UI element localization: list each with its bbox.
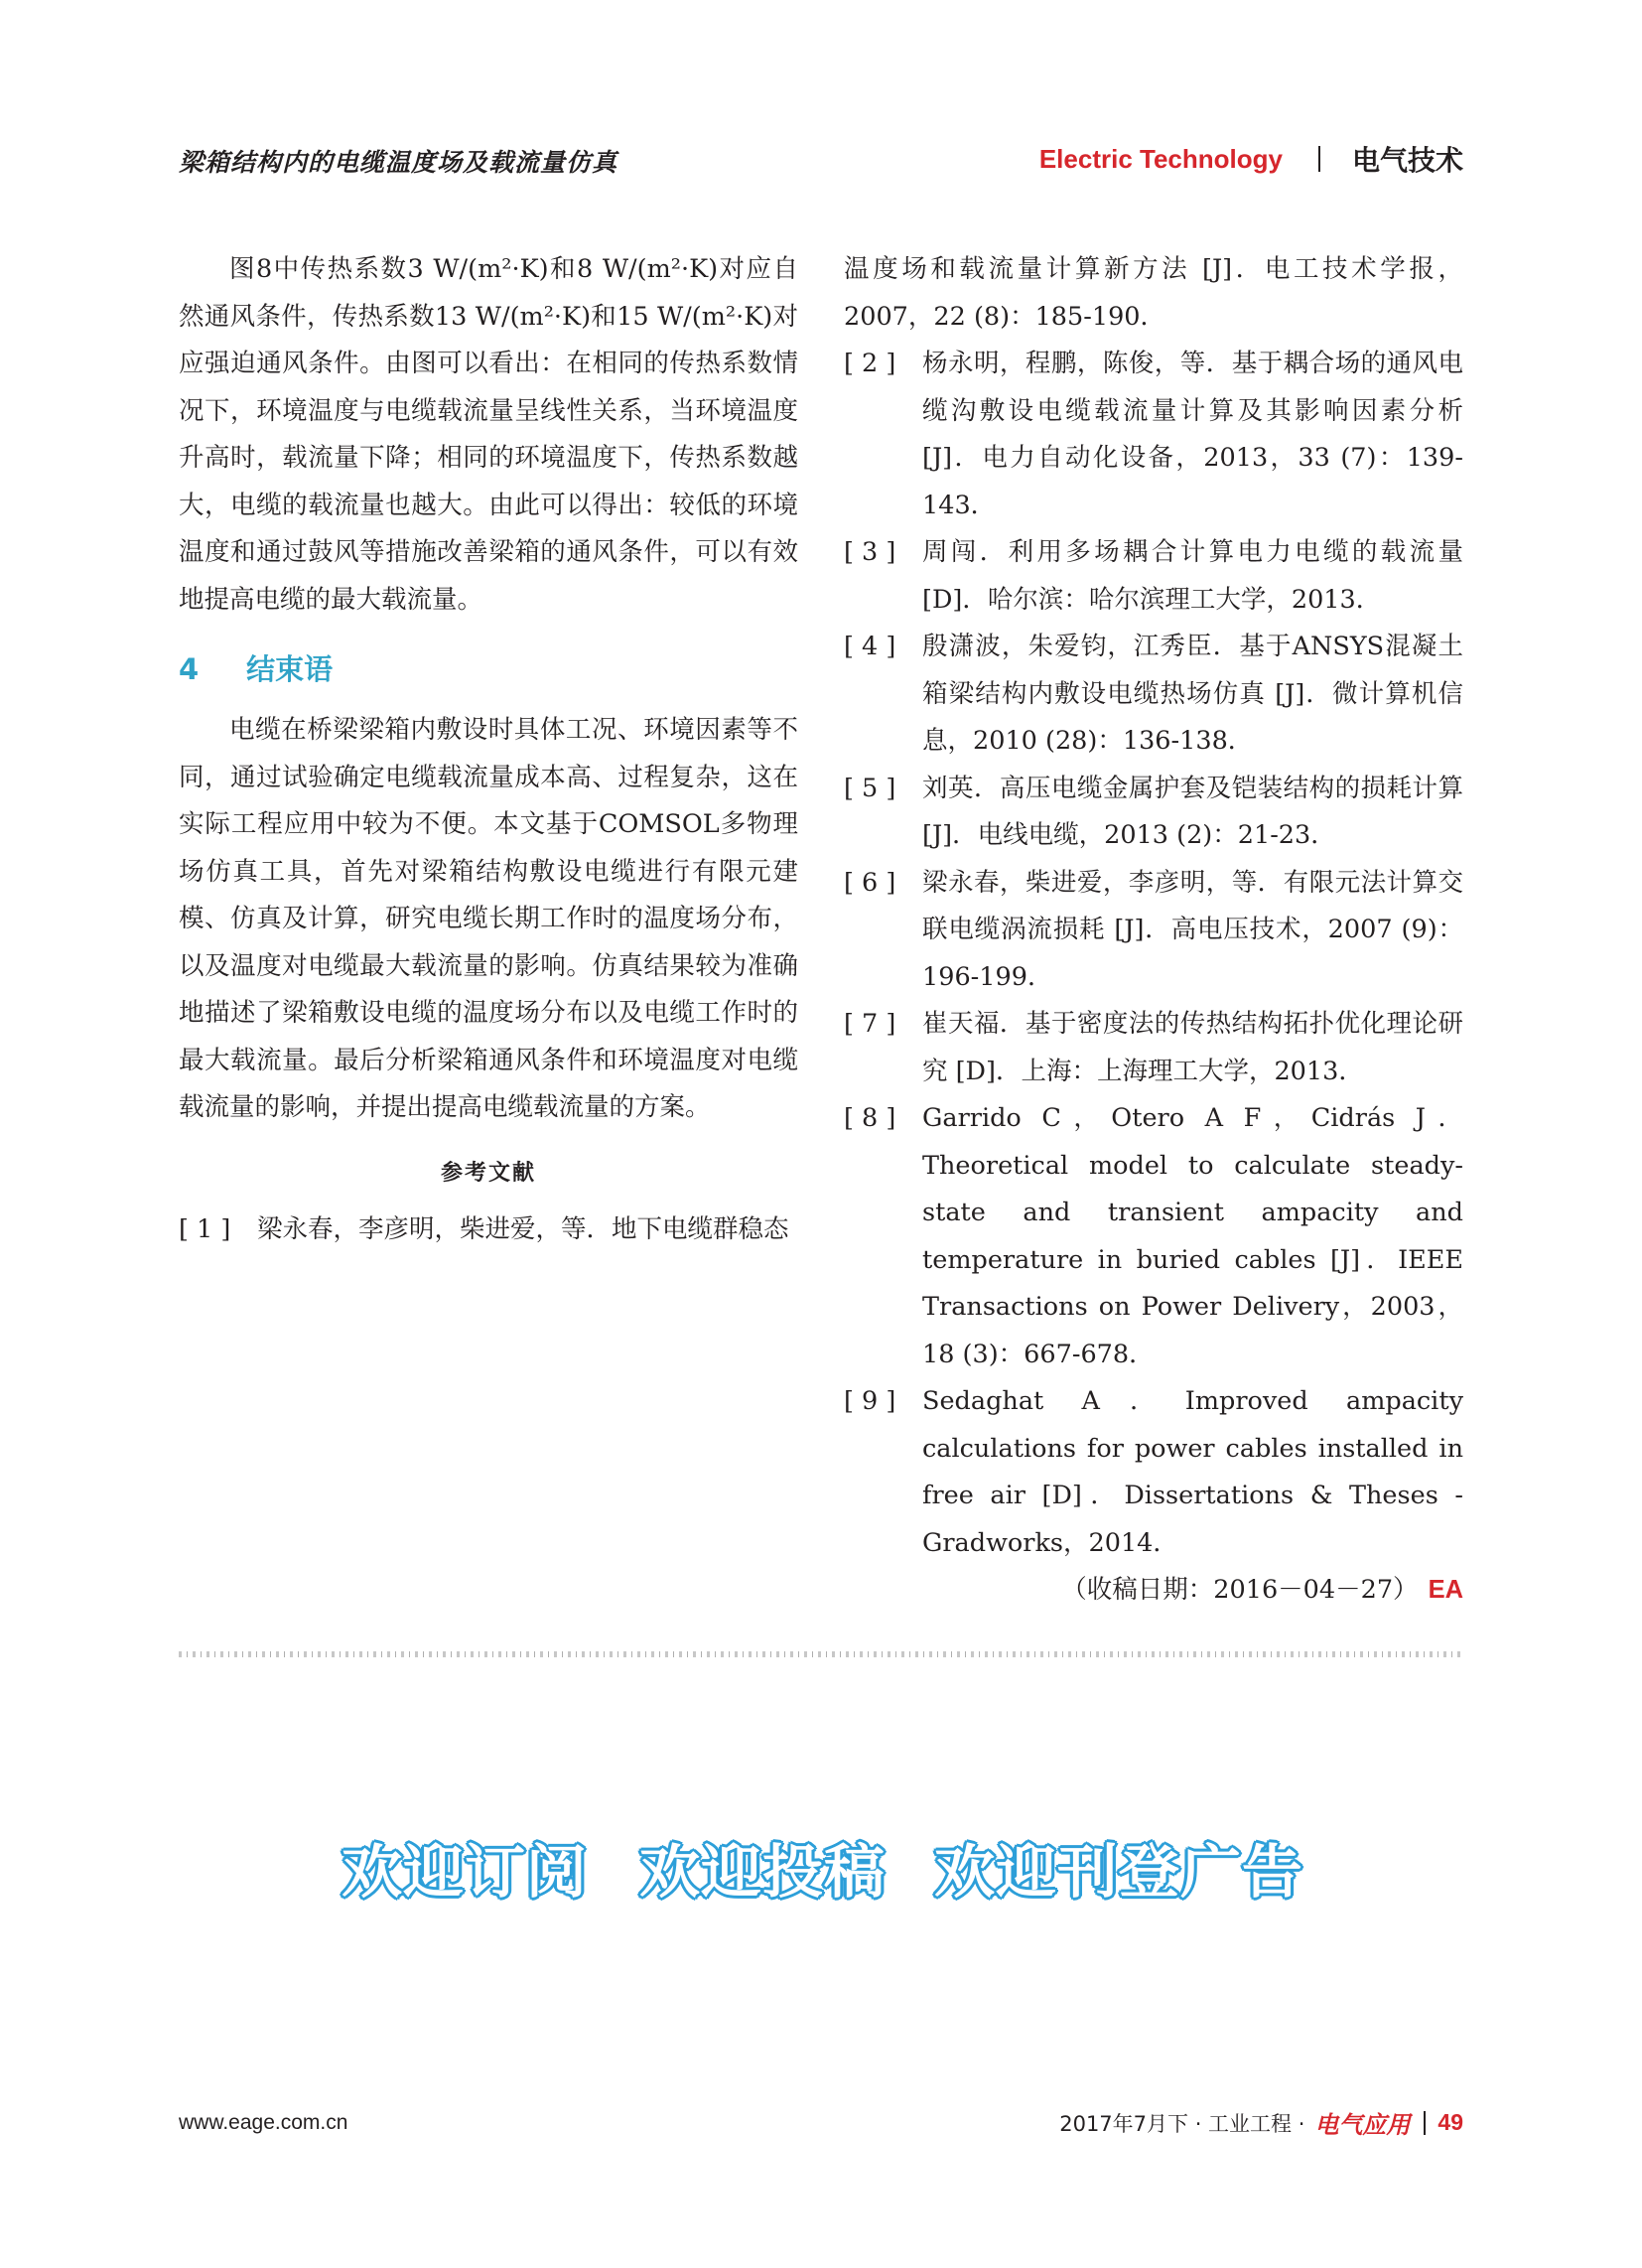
left-column (179, 246, 798, 1254)
footer-website: www.eage.com.cn (179, 2111, 348, 2134)
paragraph-figure8-discussion: 图8中传热系数3 W/(m²·K)和8 W/(m²·K)对应自然通风条件，传热系数13 W/(m²·K)和15 W/(m²·K)对应强迫通风条件。由图可以看出：在相同的传热系数情况下，环境温度与电缆载流量呈线性关系，当环境温度升高时，载流量下降；相同的环境温度下，传热系数越大，电缆的载流量也越大。由此可以得出：较低的环境温度和通过鼓风等措施改善梁箱的通风条件，可以有效地提高电缆的最大载流量。 (179, 254, 798, 615)
promo-subscribe: 欢迎订阅 (342, 1838, 588, 1906)
received-date (844, 1567, 1463, 1615)
reference-text: 周闯．利用多场耦合计算电力电缆的载流量 [D]．哈尔滨：哈尔滨理工大学，2013． (922, 537, 1463, 615)
section-number: 4 (179, 652, 200, 686)
paragraph-conclusion: 电缆在桥梁梁箱内敷设时具体工况、环境因素等不同，通过试验确定电缆载流量成本高、过程复杂，这在实际工程应用中较为不便。本文基于COMSOL多物理场仿真工具，首先对梁箱结构敷设电缆进行有限元建模、仿真及计算，研究电缆长期工作时的温度场分布，以及温度对电缆最大载流量的影响。仿真结果较为准确地描述了梁箱敷设电缆的温度场分布以及电缆工作时的最大载流量。最后分析梁箱通风条件和环境温度对电缆载流量的影响，并提出提高电缆载流量的方案。 (179, 715, 798, 1122)
reference-item (844, 529, 1463, 624)
reference-number: [ 4 ] (844, 632, 896, 661)
reference-text: 温度场和载流量计算新方法 [J]．电工技术学报，2007，22 (8)：185-190． (844, 254, 1463, 332)
footer-brand-logo: 电气应用 (1314, 2110, 1411, 2139)
reference-number: [ 5 ] (844, 773, 896, 803)
reference-item (844, 1001, 1463, 1095)
section-title: 结束语 (246, 652, 334, 686)
reference-item (844, 1378, 1463, 1567)
reference-text: 殷潇波，朱爱钧，江秀臣．基于ANSYS混凝土箱梁结构内敷设电缆热场仿真 [J]．微计算机信息，2010 (28)：136-138． (922, 632, 1463, 756)
reference-item (844, 1095, 1463, 1378)
reference-item (179, 1206, 798, 1254)
reference-number: [ 2 ] (844, 349, 896, 378)
reference-item (844, 624, 1463, 766)
right-column (844, 246, 1463, 1615)
footer-divider (1424, 2111, 1426, 2135)
footer-issue: 2017年7月下 · 工业工程 · (1059, 2111, 1305, 2136)
references-heading: 参考文献 (440, 1159, 536, 1186)
reference-text: Sedaghat A．Improved ampacity calculations for power cables installed in free air [D]．Dissertations & Theses - Gradworks，2014． (922, 1386, 1463, 1558)
journal-name-cn: 电气技术 (1351, 144, 1463, 177)
promo-submit: 欢迎投稿 (639, 1838, 886, 1906)
decorative-dash-divider (179, 1651, 1463, 1657)
reference-number: [ 7 ] (844, 1009, 896, 1039)
reference-text: 杨永明，程鹏，陈俊，等．基于耦合场的通风电缆沟敷设电缆载流量计算及其影响因素分析 [J]．电力自动化设备，2013，33 (7)：139-143． (922, 349, 1463, 520)
reference-text: 梁永春，柴进爱，李彦明，等．有限元法计算交联电缆涡流损耗 [J]．高电压技术，2007 (9)：196-199． (922, 867, 1463, 992)
footer-issue-info (1059, 2105, 1463, 2140)
reference-item (844, 246, 1463, 341)
header-divider (1318, 146, 1320, 172)
reference-text: Garrido C，Otero A F，Cidrás J．Theoretical model to calculate steady-state and transient ampacity and temperature in buried cables [J]．IEEE Transactions on Power Delivery，2003，18 (3)：667-678． (922, 1103, 1463, 1369)
reference-text: 刘英．高压电缆金属护套及铠装结构的损耗计算 [J]．电线电缆，2013 (2)：21-23． (922, 773, 1463, 850)
journal-name-en: Electric Technology (1038, 143, 1283, 174)
reference-item (844, 860, 1463, 1002)
promo-advertise: 欢迎刊登广告 (934, 1838, 1303, 1906)
reference-number: [ 6 ] (844, 867, 896, 898)
reference-text: 崔天福．基于密度法的传热结构拓扑优化理论研究 [D]．上海：上海理工大学，2013． (922, 1009, 1463, 1086)
promo-banner (0, 1825, 1642, 1909)
running-title: 梁箱结构内的电缆温度场及载流量仿真 (179, 148, 618, 177)
journal-header (1039, 139, 1463, 179)
reference-number: [ 9 ] (844, 1386, 896, 1416)
end-of-article-mark: EA (1428, 1576, 1463, 1604)
reference-item (844, 766, 1463, 860)
reference-number: [ 3 ] (844, 537, 896, 567)
reference-number: [ 8 ] (844, 1103, 896, 1133)
reference-item (844, 341, 1463, 529)
page-number: 49 (1437, 2109, 1463, 2135)
reference-number: [ 1 ] (179, 1214, 231, 1244)
received-date-text: （收稿日期：2016－04－27） (1061, 1575, 1419, 1605)
section-heading-conclusion (179, 645, 798, 693)
reference-text: 梁永春，李彦明，柴进爱，等．地下电缆群稳态 (257, 1214, 789, 1244)
